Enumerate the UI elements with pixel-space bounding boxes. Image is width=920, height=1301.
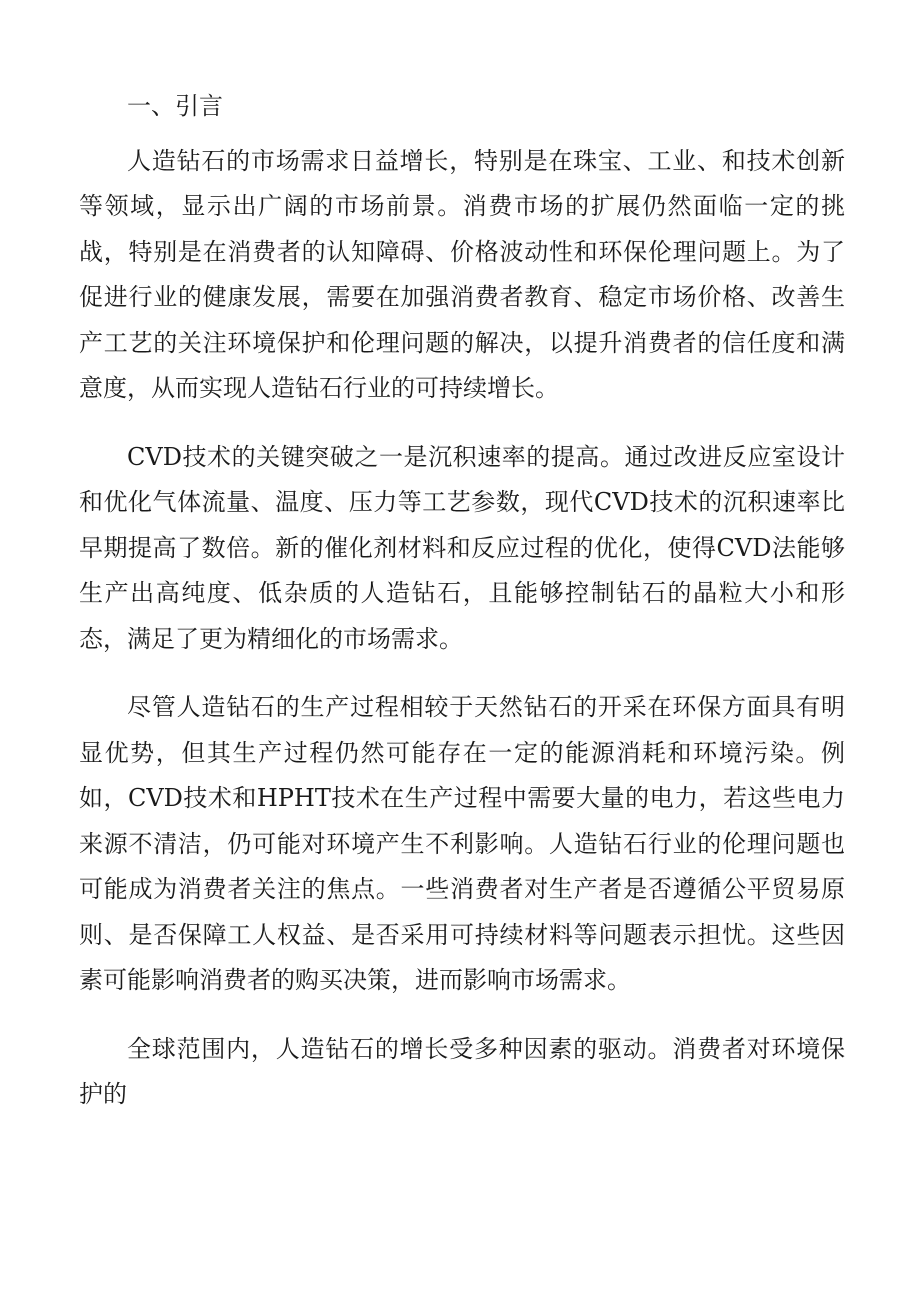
paragraph-1: 人造钻石的市场需求日益增长，特别是在珠宝、工业、和技术创新等领域，显示出广阔的市场前景。消费市场的扩展仍然面临一定的挑战，特别是在消费者的认知障碍、价格波动性和环保伦理问题上。为了促进行业的健康发展，需要在加强消费者教育、稳定市场价格、改善生产工艺的关注环境保护和伦理问题的解决，以提升消费者的信任度和满意度，从而实现人造钻石行业的可持续增长。 [79,146,845,402]
paragraph-4: 全球范围内，人造钻石的增长受多种因素的驱动。消费者对环境保护的 [79,1034,845,1108]
document-body [79,84,845,1141]
paragraph-3: 尽管人造钻石的生产过程相较于天然钻石的开采在环保方面具有明显优势，但其生产过程仍然可能存在一定的能源消耗和环境污染。例如，CVD技术和HPHT技术在生产过程中需要大量的电力，若这些电力来源不清洁，仍可能对环境产生不利影响。人造钻石行业的伦理问题也可能成为消费者关注的焦点。一些消费者对生产者是否遵循公平贸易原则、是否保障工人权益、是否采用可持续材料等问题表示担忧。这些因素可能影响消费者的购买决策，进而影响市场需求。 [79,693,845,994]
section-heading: 一、引言 [127,92,223,120]
paragraph-2: CVD技术的关键突破之一是沉积速率的提高。通过改进反应室设计和优化气体流量、温度、压力等工艺参数，现代CVD技术的沉积速率比早期提高了数倍。新的催化剂材料和反应过程的优化，使得CVD法能够生产出高纯度、低杂质的人造钻石，且能够控制钻石的晶粒大小和形态，满足了更为精细化的市场需求。 [79,442,845,653]
